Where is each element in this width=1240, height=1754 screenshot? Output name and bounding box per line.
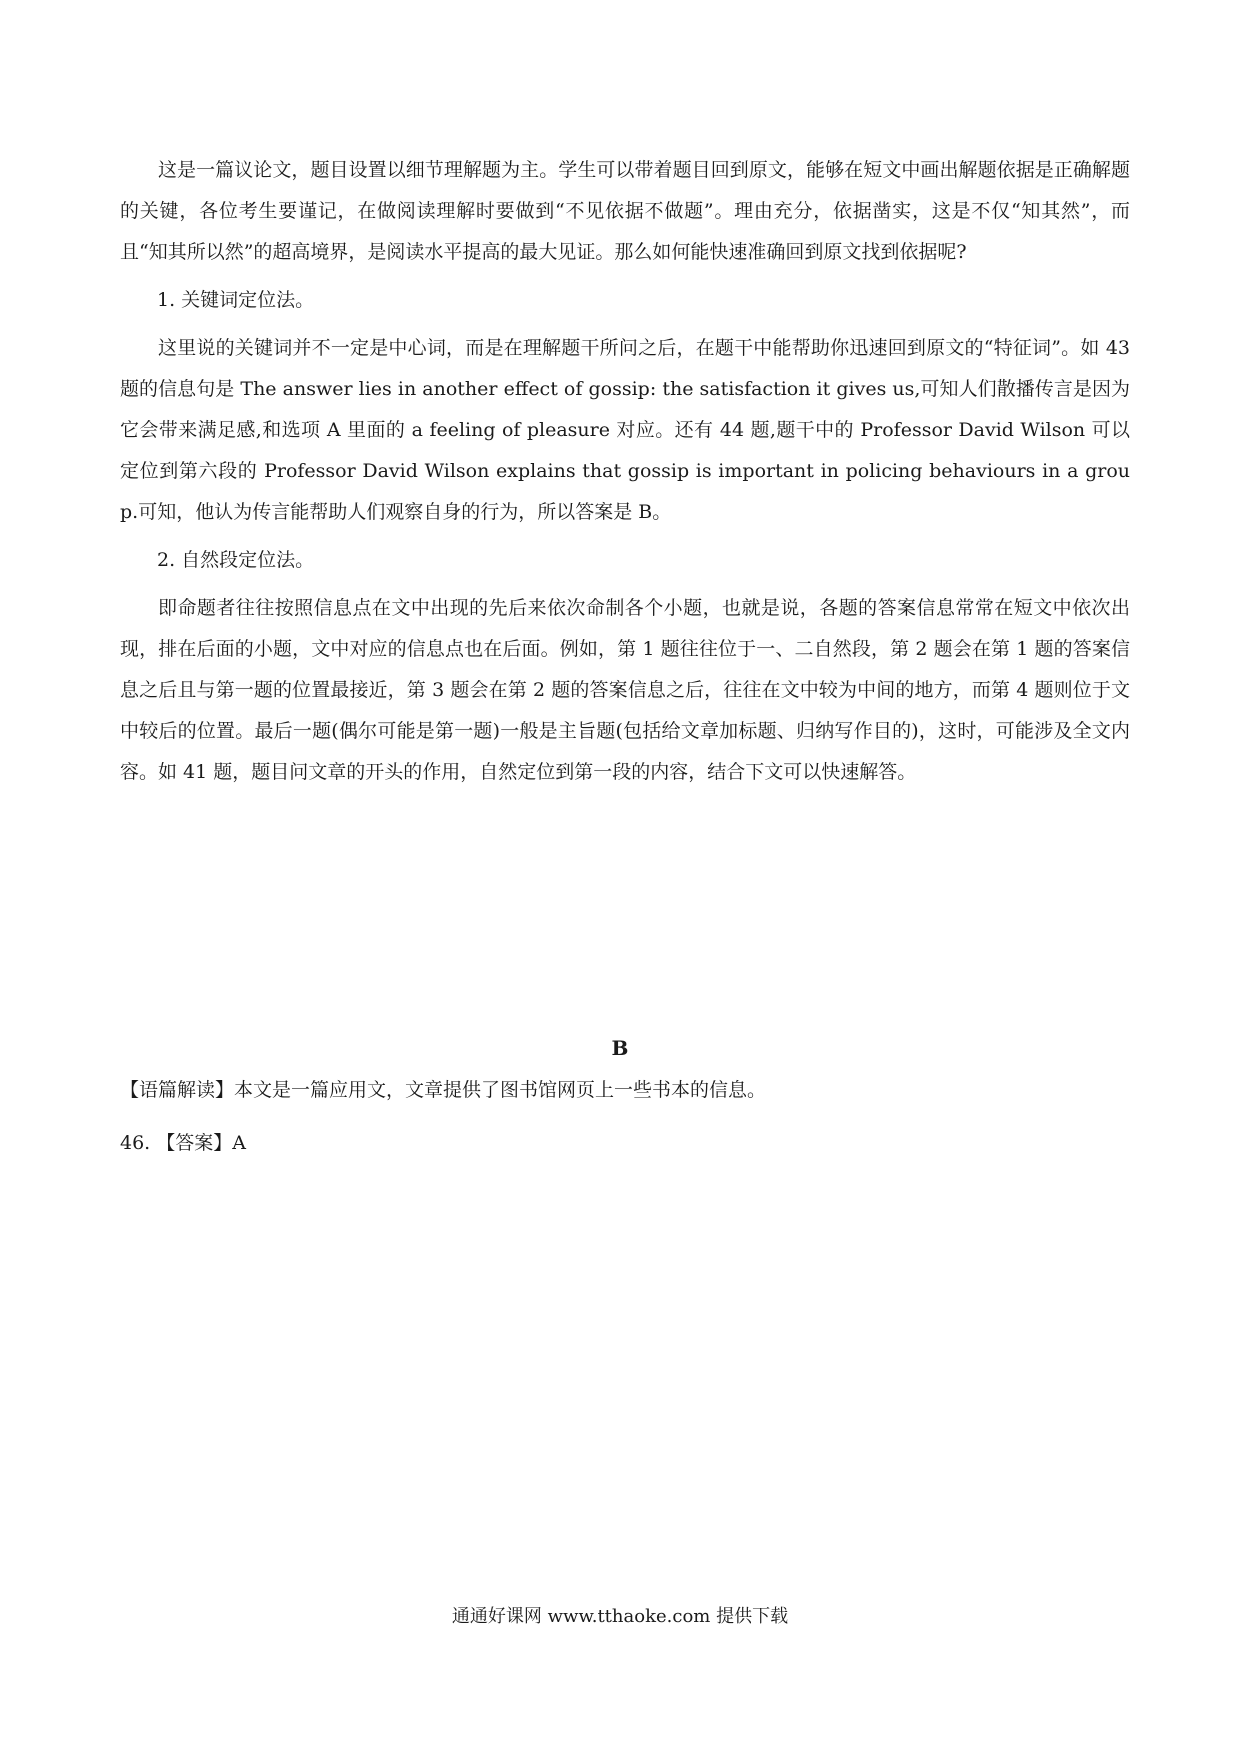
page-footer: 通通好课网 www.tthaoke.com 提供下载 — [451, 1606, 789, 1627]
section-heading: B — [611, 1036, 629, 1060]
method-2-paragraph: 即命题者往往按照信息点在文中出现的先后来依次命制各个小题，也就是说，各题的答案信息常常在短文中依次出现，排在后面的小题，文中对应的信息点也在后面。例如，第 1 题往往位于一、二自然段，第 2 题会在第 1 题的答案信息之后且与第一题的位置最接近，第 3 题会在第 2 题的答案信息之后，往往在文中较为中间的地方，而第 4 题则位于文中较后的位置。最后一题(偶尔可能是第一题)一般是主旨题(包括给文章加标题、归纳写作目的)，这时，可能涉及全文内容。如 41 题，题目问文章的开头的作用，自然定位到第一段的内容，结合下文可以快速解答。 — [120, 597, 1130, 783]
intro-paragraph: 这是一篇议论文，题目设置以细节理解题为主。学生可以带着题目回到原文，能够在短文中画出解题依据是正确解题的关键，各位考生要谨记，在做阅读理解时要做到“不见依据不做题”。理由充分，依据凿实，这是不仅“知其然”，而且“知其所以然”的超高境界，是阅读水平提高的最大见证。那么如何能快速准确回到原文找到依据呢? — [120, 159, 1130, 263]
method-2-title: 2. 自然段定位法。 — [157, 549, 315, 571]
explanation-body — [120, 150, 1130, 793]
passage-analysis: 【语篇解读】本文是一篇应用文，文章提供了图书馆网页上一些书本的信息。 — [120, 1079, 767, 1101]
method-1-title: 1. 关键词定位法。 — [157, 289, 315, 311]
answer-line: 46. 【答案】A — [120, 1132, 246, 1154]
method-1-paragraph: 这里说的关键词并不一定是中心词，而是在理解题干所问之后，在题干中能帮助你迅速回到原文的“特征词”。如 43 题的信息句是 The answer lies in another effect of gossip: the satisfaction it gives us,可知人们散播传言是因为它会带来满足感,和选项 A 里面的 a feeling of pleasure 对应。还有 44 题,题干中的 Professor David Wilson 可以定位到第六段的 Professor David Wilson explains that gossip is important in policing behaviours in a group.可知，他认为传言能帮助人们观察自身的行为，所以答案是 B。 — [120, 337, 1130, 523]
